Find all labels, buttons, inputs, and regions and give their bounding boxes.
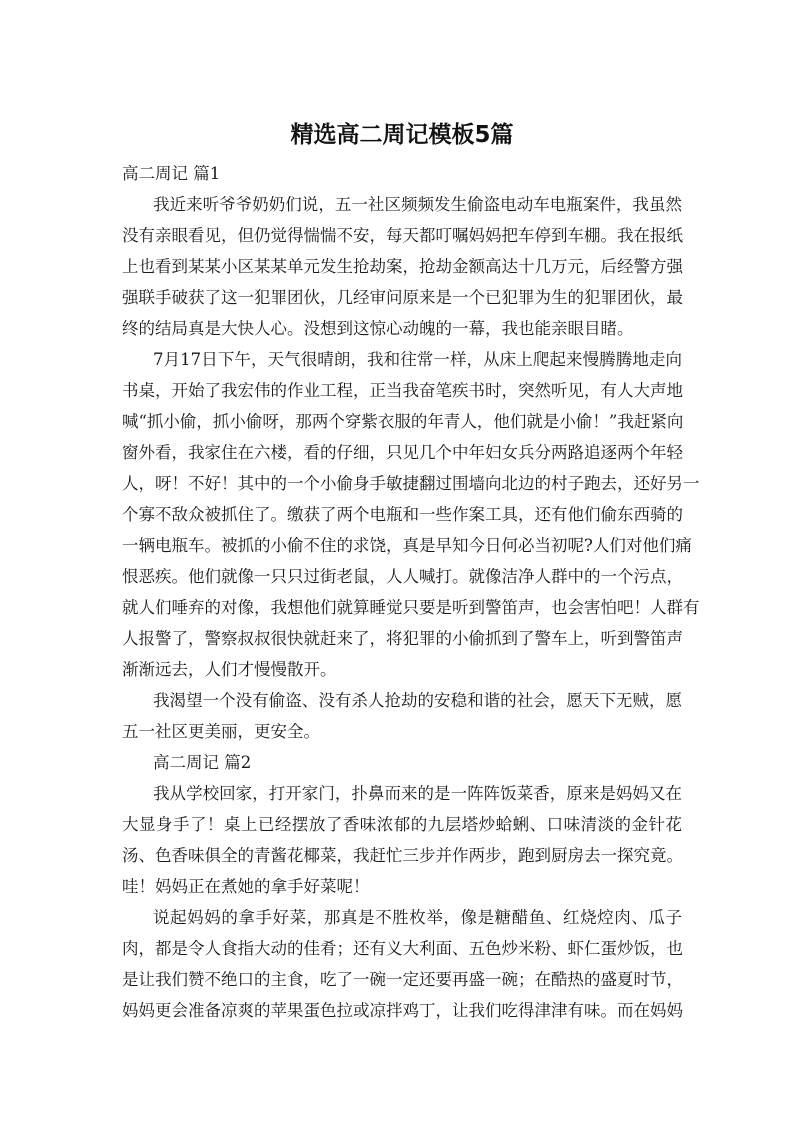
text-line: 一辆电瓶车。被抓的小偷不住的求饶，真是早知今日何必当初呢?人们对他们痛	[122, 536, 692, 555]
text-line: 我从学校回家，打开家门，扑鼻而来的是一阵阵饭菜香，原来是妈妈又在	[153, 784, 682, 803]
text-line: 我近来听爷爷奶奶们说，五一社区频频发生偷盗电动车电瓶案件，我虽然	[153, 195, 682, 214]
text-line: 说起妈妈的拿手好菜，那真是不胜枚举，像是糖醋鱼、红烧焢肉、瓜子	[153, 908, 682, 927]
text-line: 肉，都是令人食指大动的佳肴；还有义大利面、五色炒米粉、虾仁蛋炒饭，也	[122, 939, 683, 958]
text-line: 高二周记 篇2	[153, 753, 252, 772]
text-line: 强联手破获了这一犯罪团伙，几经审问原来是一个已犯罪为生的犯罪团伙，最	[122, 288, 683, 307]
text-line: 汤、色香味俱全的青酱花椰菜，我赶忙三步并作两步，跑到厨房去一探究竟。	[122, 846, 683, 865]
text-line: 哇！妈妈正在煮她的拿手好菜呢！	[122, 877, 370, 896]
text-line: 渐渐远去，人们才慢慢散开。	[122, 660, 337, 679]
text-line: 个寡不敌众被抓住了。缴获了两个电瓶和一些作案工具，还有他们偷东西骑的	[122, 505, 683, 524]
text-line: 我渴望一个没有偷盗、没有杀人抢劫的安稳和谐的社会，愿天下无贼，愿	[153, 691, 682, 710]
document-body	[122, 158, 700, 1026]
document-title: 精选高二周记模板5篇	[290, 122, 514, 148]
text-line: 五一社区更美丽，更安全。	[122, 722, 320, 741]
text-line: 就人们唾弃的对像，我想他们就算睡觉只要是听到警笛声，也会害怕吧！人群有	[122, 598, 700, 617]
text-line: 上也看到某某小区某某单元发生抢劫案，抢劫金额高达十几万元，后经警方强	[122, 257, 683, 276]
text-line: 终的结局真是大快人心。没想到这惊心动魄的一幕，我也能亲眼目睹。	[122, 319, 634, 338]
text-line: 高二周记 篇1	[122, 164, 221, 183]
text-line: 人报警了，警察叔叔很快就赶来了，将犯罪的小偷抓到了警车上，听到警笛声	[122, 629, 683, 648]
text-line: 恨恶疾。他们就像一只只过街老鼠，人人喊打。就像洁净人群中的一个污点，	[122, 567, 683, 586]
text-line: 是让我们赞不绝口的主食，吃了一碗一定还要再盛一碗；在酷热的盛夏时节，	[122, 970, 683, 989]
text-line: 人，呀！不好！其中的一个小偷身手敏捷翻过围墙向北边的村子跑去，还好另一	[122, 474, 700, 493]
text-line: 窗外看，我家住在六楼，看的仔细，只见几个中年妇女兵分两路追逐两个年轻	[122, 443, 683, 462]
text-line: 喊“抓小偷，抓小偷呀，那两个穿紫衣服的年青人，他们就是小偷！”我赶紧向	[122, 412, 684, 431]
text-line: 大显身手了！桌上已经摆放了香味浓郁的九层塔炒蛤蜊、口味清淡的金针花	[122, 815, 682, 834]
text-line: 妈妈更会准备凉爽的苹果蛋色拉或凉拌鸡丁，让我们吃得津津有味。而在妈妈	[122, 1001, 683, 1020]
text-line: 没有亲眼看见，但仍觉得惴惴不安，每天都叮嘱妈妈把车停到车棚。我在报纸	[122, 226, 683, 245]
text-line: 7月17日下午，天气很晴朗，我和往常一样，从床上爬起来慢腾腾地走向	[153, 350, 682, 369]
text-line: 书桌，开始了我宏伟的作业工程，正当我奋笔疾书时，突然听见，有人大声地	[122, 381, 683, 400]
